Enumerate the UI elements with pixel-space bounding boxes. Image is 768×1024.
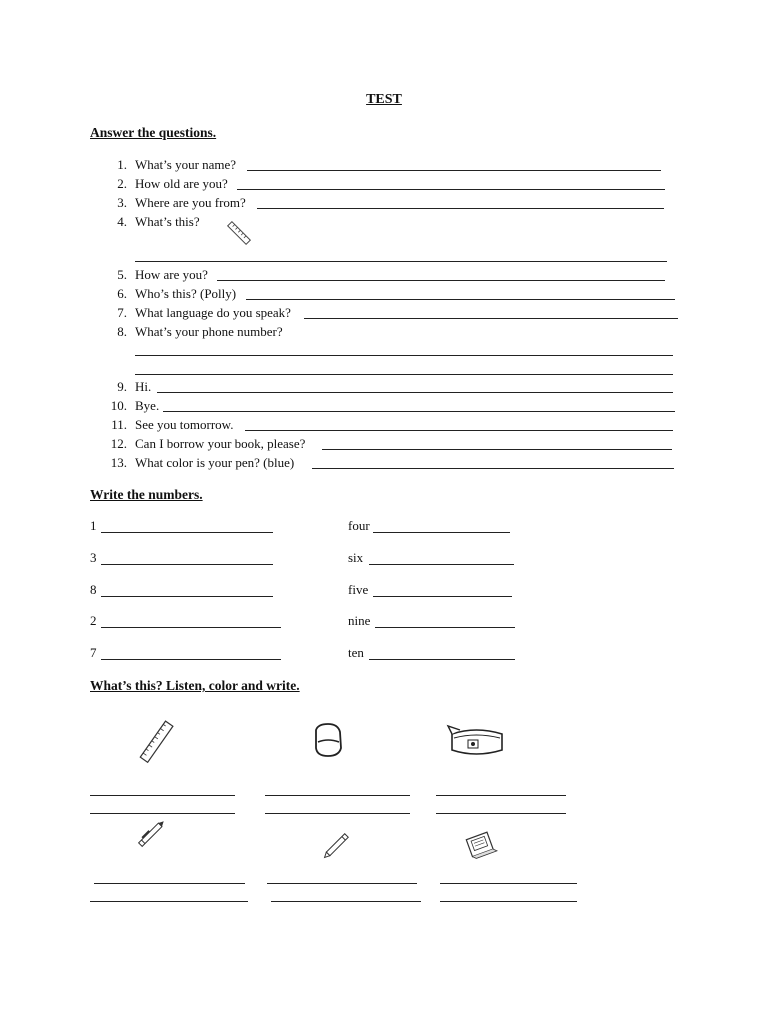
number-item: 8	[90, 582, 97, 597]
pencil-icon	[318, 824, 358, 864]
number-answer-line[interactable]	[101, 564, 273, 565]
number-answer-line[interactable]	[369, 659, 515, 660]
answer-line-2[interactable]	[237, 189, 665, 190]
question-2	[117, 174, 228, 193]
picture-answer-line[interactable]	[436, 795, 566, 796]
picture-answer-line[interactable]	[90, 901, 248, 902]
answer-line-7[interactable]	[304, 318, 678, 319]
picture-answer-line[interactable]	[265, 813, 410, 814]
question-number: 2.	[117, 176, 127, 191]
question-text: How are you?	[135, 267, 208, 282]
page-title: TEST	[366, 92, 402, 107]
question-text: Bye.	[135, 398, 160, 413]
question-10	[110, 396, 160, 415]
answer-line-6[interactable]	[246, 299, 675, 300]
question-text: Who’s this? (Polly)	[135, 286, 237, 301]
question-6	[117, 284, 237, 303]
number-item: 2	[90, 613, 97, 628]
question-7	[117, 303, 291, 322]
number-answer-line[interactable]	[101, 627, 281, 628]
question-text: What language do you speak?	[135, 305, 291, 320]
question-12	[110, 434, 306, 453]
question-number: 6.	[117, 286, 127, 301]
question-text: Where are you from?	[135, 195, 246, 210]
eraser-icon	[308, 720, 348, 760]
question-text: What color is your pen? (blue)	[135, 455, 295, 470]
pencil-case-icon	[446, 720, 508, 762]
question-3	[117, 193, 246, 212]
answer-line-13[interactable]	[312, 468, 674, 469]
answer-line-3[interactable]	[257, 208, 664, 209]
picture-answer-line[interactable]	[265, 795, 410, 796]
question-5	[117, 265, 208, 284]
number-word: ten	[348, 645, 364, 660]
picture-answer-line[interactable]	[90, 795, 235, 796]
ruler-icon	[224, 218, 254, 248]
answer-line-11[interactable]	[245, 430, 673, 431]
picture-answer-line[interactable]	[436, 813, 566, 814]
question-number: 1.	[117, 157, 127, 172]
question-number: 5.	[117, 267, 127, 282]
question-1	[117, 155, 237, 174]
answer-line-9[interactable]	[157, 392, 673, 393]
section-heading-pictures: What’s this? Listen, color and write.	[90, 678, 300, 693]
question-text: What’s your phone number?	[135, 324, 283, 339]
question-9	[117, 377, 152, 396]
question-number: 9.	[117, 379, 127, 394]
number-item: 7	[90, 645, 97, 660]
number-answer-line[interactable]	[101, 596, 273, 597]
answer-line-4[interactable]	[135, 261, 667, 262]
answer-line-8a[interactable]	[135, 355, 673, 356]
question-number: 7.	[117, 305, 127, 320]
number-word: five	[348, 582, 369, 597]
question-number: 8.	[117, 324, 127, 339]
answer-line-8b[interactable]	[135, 374, 673, 375]
pen-icon	[132, 815, 170, 853]
question-text: Hi.	[135, 379, 152, 394]
question-number: 3.	[117, 195, 127, 210]
question-text: See you tomorrow.	[135, 417, 234, 432]
number-answer-line[interactable]	[373, 596, 512, 597]
number-answer-line[interactable]	[101, 659, 281, 660]
answer-line-10[interactable]	[163, 411, 675, 412]
number-word: six	[348, 550, 364, 565]
question-number: 13.	[110, 455, 127, 470]
answer-line-1[interactable]	[247, 170, 661, 171]
question-text: How old are you?	[135, 176, 228, 191]
question-number: 12.	[110, 436, 127, 451]
question-number: 10.	[110, 398, 127, 413]
question-text: Can I borrow your book, please?	[135, 436, 306, 451]
section-heading-questions: Answer the questions.	[90, 125, 217, 140]
question-13	[110, 453, 295, 472]
answer-line-5[interactable]	[217, 280, 665, 281]
question-11	[111, 415, 234, 434]
number-item: 1	[90, 518, 97, 533]
number-answer-line[interactable]	[373, 532, 510, 533]
number-answer-line[interactable]	[369, 564, 514, 565]
question-text: What’s this?	[135, 214, 200, 229]
number-answer-line[interactable]	[101, 532, 273, 533]
question-text: What’s your name?	[135, 157, 237, 172]
picture-answer-line[interactable]	[94, 883, 245, 884]
book-icon	[463, 829, 499, 861]
answer-line-12[interactable]	[322, 449, 672, 450]
ruler-icon	[133, 718, 181, 766]
picture-answer-line[interactable]	[440, 901, 577, 902]
section-heading-numbers: Write the numbers.	[90, 487, 203, 502]
question-number: 4.	[117, 214, 127, 229]
picture-answer-line[interactable]	[271, 901, 421, 902]
question-8	[117, 322, 283, 341]
picture-answer-line[interactable]	[440, 883, 577, 884]
number-item: 3	[90, 550, 97, 565]
question-number: 11.	[111, 417, 127, 432]
number-word: four	[348, 518, 370, 533]
picture-answer-line[interactable]	[90, 813, 235, 814]
number-answer-line[interactable]	[375, 627, 515, 628]
number-word: nine	[348, 613, 371, 628]
picture-answer-line[interactable]	[267, 883, 417, 884]
question-4	[117, 212, 200, 231]
